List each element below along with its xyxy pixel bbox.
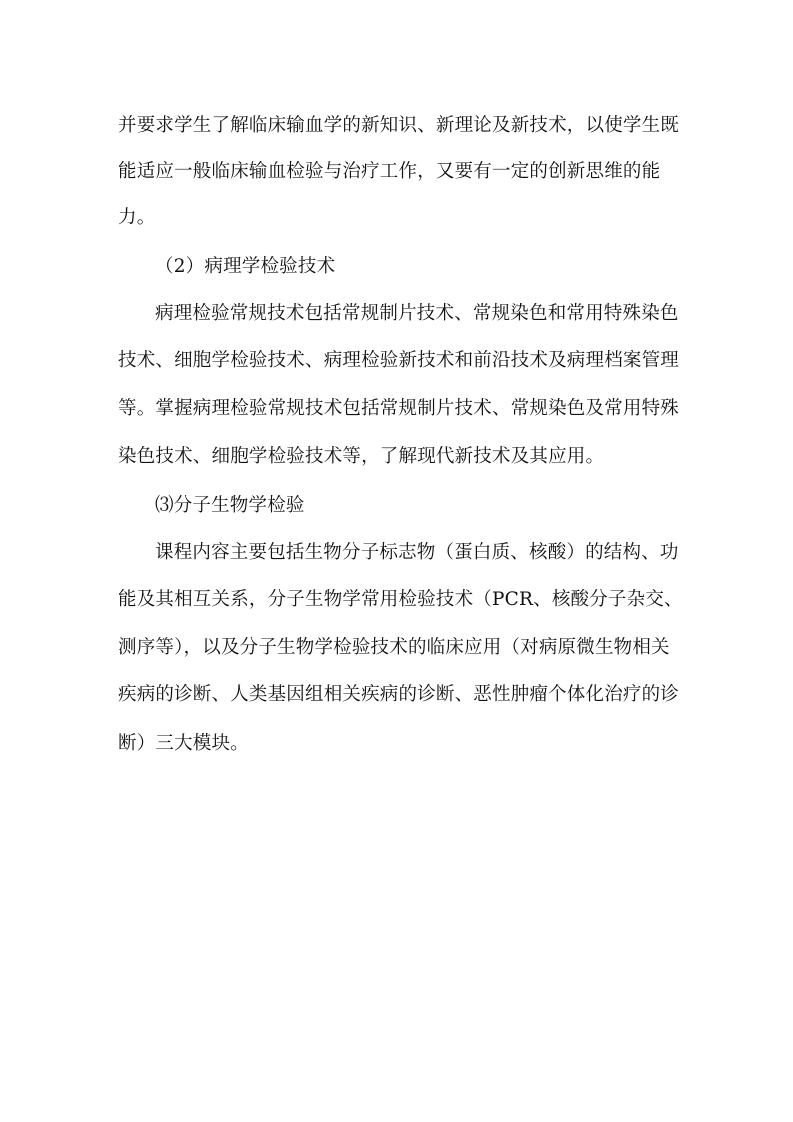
section-heading-2: （2）病理学检验技术 — [155, 256, 336, 277]
paragraph-3-line-2: 能及其相互关系，分子生物学常用检验技术（PCR、核酸分子杂交、 — [118, 589, 683, 610]
paragraph-3-line-1: 课程内容主要包括生物分子标志物（蛋白质、核酸）的结构、功 — [155, 542, 679, 563]
paragraph-1-line-3: 力。 — [118, 207, 156, 228]
paragraph-2-line-3: 等。掌握病理检验常规技术包括常规制片技术、常规染色及常用特殊 — [118, 398, 680, 419]
paragraph-3-line-5: 断）三大模块。 — [118, 733, 249, 754]
paragraph-3-line-4: 疾病的诊断、人类基因组相关疾病的诊断、恶性肿瘤个体化治疗的诊 — [118, 684, 680, 705]
paragraph-1-line-1: 并要求学生了解临床输血学的新知识、新理论及新技术，以使学生既 — [118, 115, 680, 136]
paragraph-3-line-3: 测序等），以及分子生物学检验技术的临床应用（对病原微生物相关 — [118, 637, 670, 658]
paragraph-2-line-1: 病理检验常规技术包括常规制片技术、常规染色和常用特殊染色 — [155, 303, 679, 324]
paragraph-2-line-4: 染色技术、细胞学检验技术等，了解现代新技术及其应用。 — [118, 446, 605, 467]
paragraph-1-line-2: 能适应一般临床输血检验与治疗工作，又要有一定的创新思维的能 — [118, 161, 661, 182]
section-heading-3: ⑶分子生物学检验 — [155, 495, 305, 516]
paragraph-2-line-2: 技术、细胞学检验技术、病理检验新技术和前沿技术及病理档案管理 — [118, 350, 680, 371]
